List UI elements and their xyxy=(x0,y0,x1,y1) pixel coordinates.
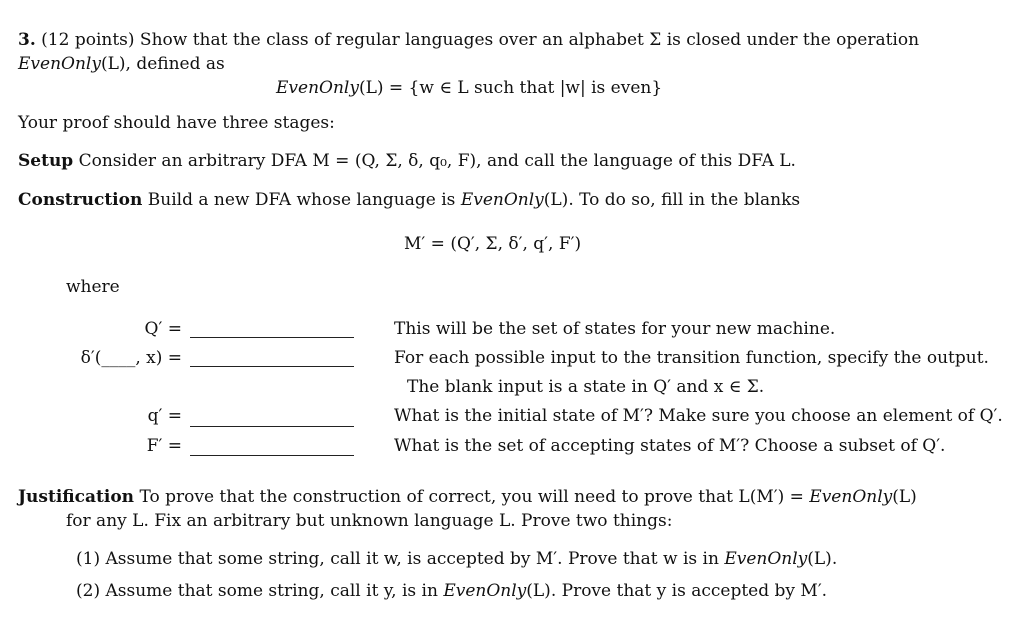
construction-heading: Construction xyxy=(18,190,143,210)
problem-intro: Show that the class of regular languages over an alphabet Σ is closed under the operation xyxy=(134,30,920,50)
proof-item-2-end: (L). Prove that y is accepted by M′. xyxy=(526,581,828,601)
construction-text-a: Build a new DFA whose language is xyxy=(147,190,461,210)
justification-paragraph xyxy=(18,486,917,508)
proof-item-1 xyxy=(76,548,837,570)
problem-number: 3. xyxy=(18,30,36,50)
delta-prime-blank[interactable] xyxy=(190,366,354,367)
construction-text-b: (L). To do so, fill in the blanks xyxy=(543,190,801,210)
proof-item-1-end: (L). xyxy=(807,549,838,569)
construction-paragraph xyxy=(18,189,800,211)
q0-prime-blank[interactable] xyxy=(190,426,354,427)
q0-prime-desc: What is the initial state of M′? Make sure you choose an element of Q′. xyxy=(394,406,1003,426)
construction-operation: EvenOnly xyxy=(460,190,544,210)
problem-intro-line-2 xyxy=(18,53,225,75)
operation-name: EvenOnly xyxy=(18,54,101,74)
problem-points: (12 points) xyxy=(41,30,135,50)
proof-item-2 xyxy=(76,580,827,602)
stages-text: Your proof should have three stages: xyxy=(18,113,335,133)
setup-paragraph xyxy=(18,150,796,172)
delta-prime-note: The blank input is a state in Q′ and x ∈ Σ. xyxy=(407,377,765,397)
proof-item-1-operation: EvenOnly xyxy=(724,549,808,569)
problem-intro-line xyxy=(18,29,919,51)
q-prime-blank[interactable] xyxy=(190,337,354,338)
definition-formula xyxy=(276,77,662,99)
justification-text-c: for any L. Fix an arbitrary but unknown language L. Prove two things: xyxy=(66,511,673,531)
dfa-tuple: M′ = (Q′, Σ, δ′, q′, F′) xyxy=(404,234,582,254)
proof-item-1-text: (1) Assume that some string, call it w, is accepted by M′. Prove that w is in xyxy=(76,549,725,569)
definition-rest: (L) = {w ∈ L such that |w| is even} xyxy=(358,78,663,98)
delta-prime-label: δ′(____, x) = xyxy=(80,348,182,368)
justification-heading: Justification xyxy=(18,487,135,507)
justification-operation: EvenOnly xyxy=(809,487,893,507)
q0-prime-label: q′ = xyxy=(147,406,182,426)
f-prime-desc: What is the set of accepting states of M′? Choose a subset of Q′. xyxy=(394,436,946,456)
proof-item-2-text: (2) Assume that some string, call it y, is in xyxy=(76,581,444,601)
delta-prime-desc: For each possible input to the transition function, specify the output. xyxy=(394,348,989,368)
q-prime-label: Q′ = xyxy=(144,319,182,339)
justification-text-a: To prove that the construction of correct, you will need to prove that L(M′) = xyxy=(139,487,810,507)
proof-item-2-operation: EvenOnly xyxy=(443,581,527,601)
f-prime-label: F′ = xyxy=(146,436,182,456)
problem-intro-2: (L), defined as xyxy=(100,54,225,74)
q-prime-desc: This will be the set of states for your new machine. xyxy=(394,319,836,339)
f-prime-blank[interactable] xyxy=(190,455,354,456)
setup-text: Consider an arbitrary DFA M = (Q, Σ, δ, q₀, F), and call the language of this DFA L. xyxy=(78,151,796,171)
definition-operation: EvenOnly xyxy=(276,78,359,98)
justification-text-b: (L) xyxy=(892,487,917,507)
setup-heading: Setup xyxy=(18,151,74,171)
where-label: where xyxy=(66,277,120,297)
